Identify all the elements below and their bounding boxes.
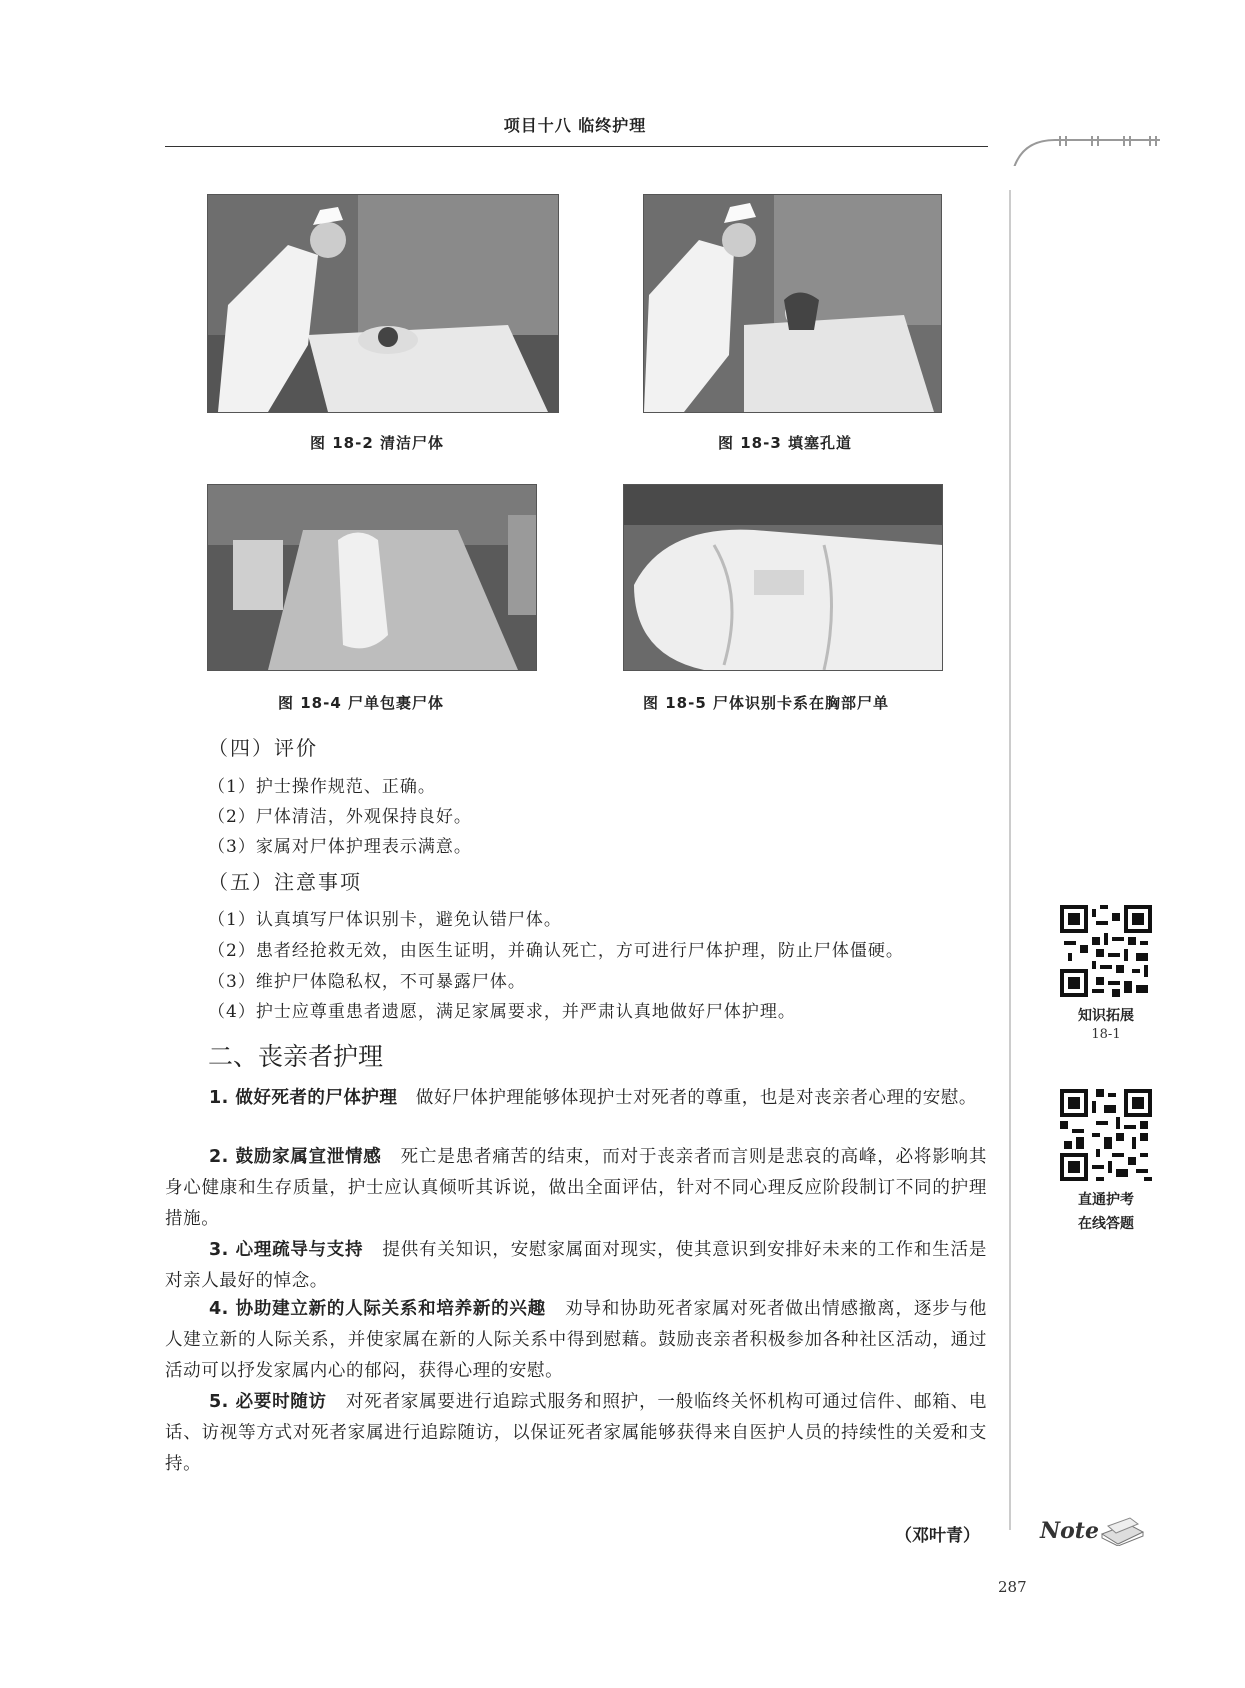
paragraph-text: 对死者家属要进行追踪式服务和照护，一般临终关怀机构可通过信件、邮箱、电话、访视等方式对死者家属进行追踪随访，以保证死者家属能够获得来自医护人员的持续性的关爱和支持。: [165, 1392, 988, 1474]
figure-18-5-photo: [623, 484, 943, 671]
paragraph-title: 1. 做好死者的尸体护理: [209, 1088, 398, 1108]
note-mark: [1040, 1518, 1099, 1544]
notebook-icon: [1100, 1516, 1145, 1546]
section-heading: 二、丧亲者护理: [208, 1042, 384, 1071]
qr2-label-line1: 直通护考: [1078, 1192, 1134, 1208]
paragraph-title: 4. 协助建立新的人际关系和培养新的兴趣: [209, 1299, 546, 1319]
author: （邓叶青）: [895, 1526, 980, 1546]
evaluation-heading: （四）评价: [208, 736, 318, 760]
paragraph-title: 3. 心理疏导与支持: [209, 1240, 364, 1260]
paragraph-text: 劝导和协助死者家属对死者做出情感撤离，逐步与他人建立新的人际关系，并使家属在新的人际关系中得到慰藉。鼓励丧亲者积极参加各种社区活动，通过活动可以抒发家属内心的郁闷，获得心理的安慰。: [165, 1299, 987, 1381]
qr1-sub: 18-1: [1091, 1027, 1121, 1042]
qr1-label: 知识拓展: [1078, 1008, 1134, 1024]
running-header: 项目十八 临终护理: [503, 116, 647, 135]
figure-18-4-caption: 图 18-4 尸单包裹尸体: [278, 694, 444, 712]
paragraph-3: [165, 1235, 987, 1297]
qr2-label-line2: 在线答题: [1078, 1216, 1134, 1232]
paragraph-5: [165, 1387, 987, 1480]
note-label: Note: [1040, 1518, 1099, 1544]
page-number: 287: [998, 1578, 1027, 1596]
figure-18-2-photo: [207, 194, 559, 413]
figure-18-5-caption: 图 18-5 尸体识别卡系在胸部尸单: [643, 694, 889, 712]
paragraph-text: 做好尸体护理能够体现护士对死者的尊重，也是对丧亲者心理的安慰。: [415, 1088, 978, 1108]
evaluation-item: （3）家属对尸体护理表示满意。: [208, 837, 472, 857]
paragraph-title: 5. 必要时随访: [209, 1392, 327, 1412]
figure-18-3-photo: [643, 194, 942, 413]
paragraph-text: 提供有关知识，安慰家属面对现实，使其意识到安排好未来的工作和生活是对亲人最好的悼念。: [165, 1240, 987, 1291]
margin-vertical-line: [1008, 190, 1012, 1530]
qr-code-knowledge[interactable]: [1060, 905, 1152, 997]
paragraph-2: [165, 1142, 987, 1235]
header-rule: [165, 146, 988, 147]
paragraph-title: 2. 鼓励家属宣泄情感: [209, 1147, 382, 1167]
figure-18-4-photo: [207, 484, 537, 671]
figure-18-2-caption: 图 18-2 清洁尸体: [310, 434, 444, 452]
figure-18-3-caption: 图 18-3 填塞孔道: [718, 434, 852, 452]
evaluation-item: （2）尸体清洁，外观保持良好。: [208, 807, 472, 827]
precaution-item: （4）护士应尊重患者遗愿，满足家属要求，并严肃认真地做好尸体护理。: [208, 1002, 796, 1022]
precaution-item: （3）维护尸体隐私权，不可暴露尸体。: [208, 972, 526, 992]
paragraph-1: [165, 1083, 987, 1114]
evaluation-item: （1）护士操作规范、正确。: [208, 777, 436, 797]
precaution-item: （1）认真填写尸体识别卡，避免认错尸体。: [208, 910, 562, 930]
paragraph-text: 死亡是患者痛苦的结束，而对于丧亲者而言则是悲哀的高峰，必将影响其身心健康和生存质量，护士应认真倾听其诉说，做出全面评估，针对不同心理反应阶段制订不同的护理措施。: [165, 1147, 987, 1229]
margin-decoration: [1010, 136, 1160, 166]
paragraph-4: [165, 1294, 987, 1387]
qr-code-exam[interactable]: [1060, 1089, 1152, 1181]
precaution-item: （2）患者经抢救无效，由医生证明，并确认死亡，方可进行尸体护理，防止尸体僵硬。: [208, 941, 904, 961]
precautions-heading: （五）注意事项: [208, 870, 362, 894]
